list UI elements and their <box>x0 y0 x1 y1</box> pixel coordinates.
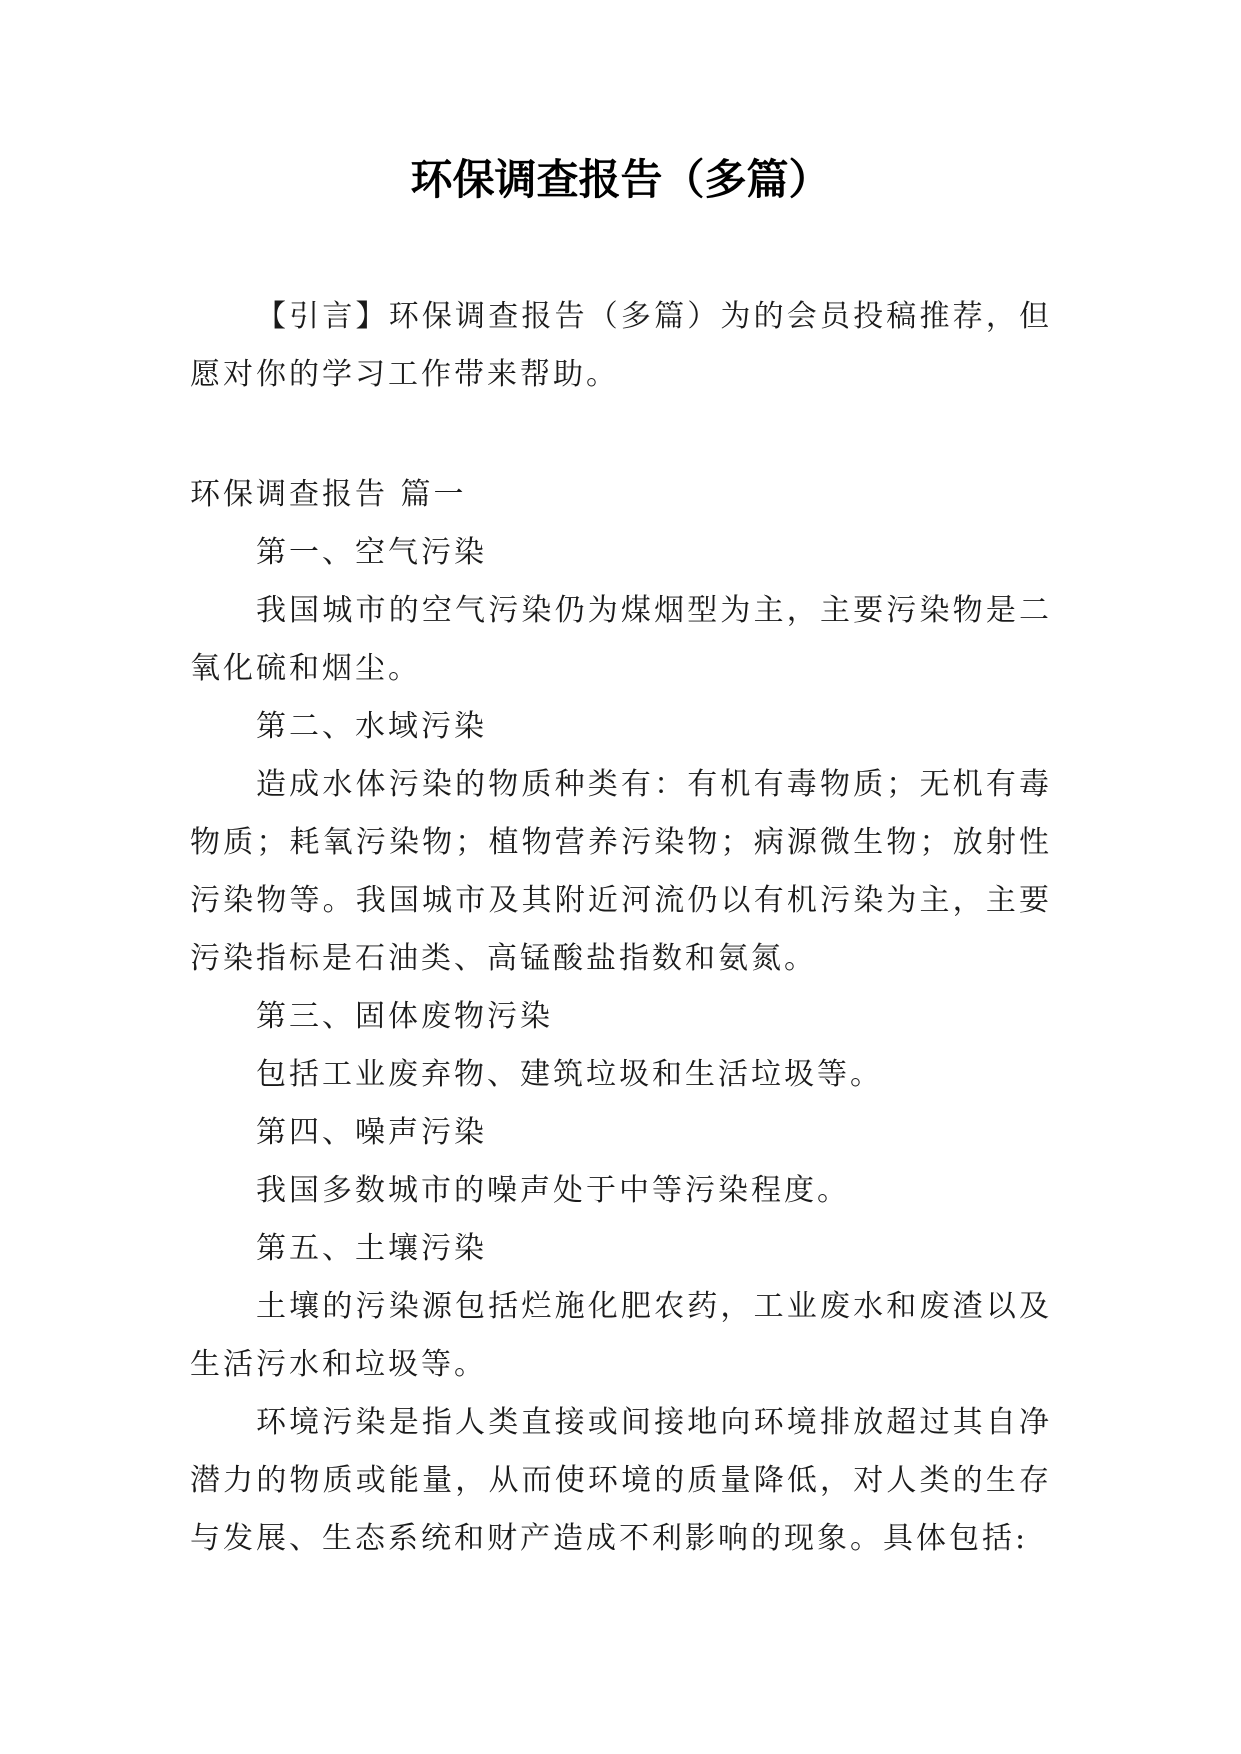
document-title: 环保调查报告（多篇） <box>410 155 831 204</box>
section-heading: 环保调查报告 篇一 <box>190 477 467 512</box>
heading-soil-pollution: 第五、土壤污染 <box>256 1231 487 1266</box>
heading-noise-pollution: 第四、噪声污染 <box>256 1115 487 1150</box>
paragraph-definition: 环境污染是指人类直接或间接地向环境排放超过其自净潜力的物质或能量，从而使环境的质量降低，对人类的生存与发展、生态系统和财产造成不利影响的现象。具体包括: <box>190 1405 1052 1556</box>
paragraph-solid-waste: 包括工业废弃物、建筑垃圾和生活垃圾等。 <box>256 1057 883 1092</box>
paragraph-air-pollution: 我国城市的空气污染仍为煤烟型为主，主要污染物是二氧化硫和烟尘。 <box>190 593 1052 686</box>
heading-water-pollution: 第二、水域污染 <box>256 709 487 744</box>
paragraph-noise-pollution: 我国多数城市的噪声处于中等污染程度。 <box>256 1173 850 1208</box>
heading-air-pollution: 第一、空气污染 <box>256 535 487 570</box>
spacer <box>190 404 1052 466</box>
paragraph-water-pollution: 造成水体污染的物质种类有：有机有毒物质；无机有毒物质；耗氧污染物；植物营养污染物；病源微生物；放射性污染物等。我国城市及其附近河流仍以有机污染为主，主要污染指标是石油类、高锰酸盐指数和氨氮。 <box>190 767 1052 976</box>
document-body <box>190 288 1052 1568</box>
paragraph-soil-pollution: 土壤的污染源包括烂施化肥农药，工业废水和废渣以及生活污水和垃圾等。 <box>190 1289 1052 1382</box>
intro-paragraph: 【引言】环保调查报告（多篇）为的会员投稿推荐，但愿对你的学习工作带来帮助。 <box>190 299 1052 392</box>
heading-solid-waste: 第三、固体废物污染 <box>256 999 553 1034</box>
